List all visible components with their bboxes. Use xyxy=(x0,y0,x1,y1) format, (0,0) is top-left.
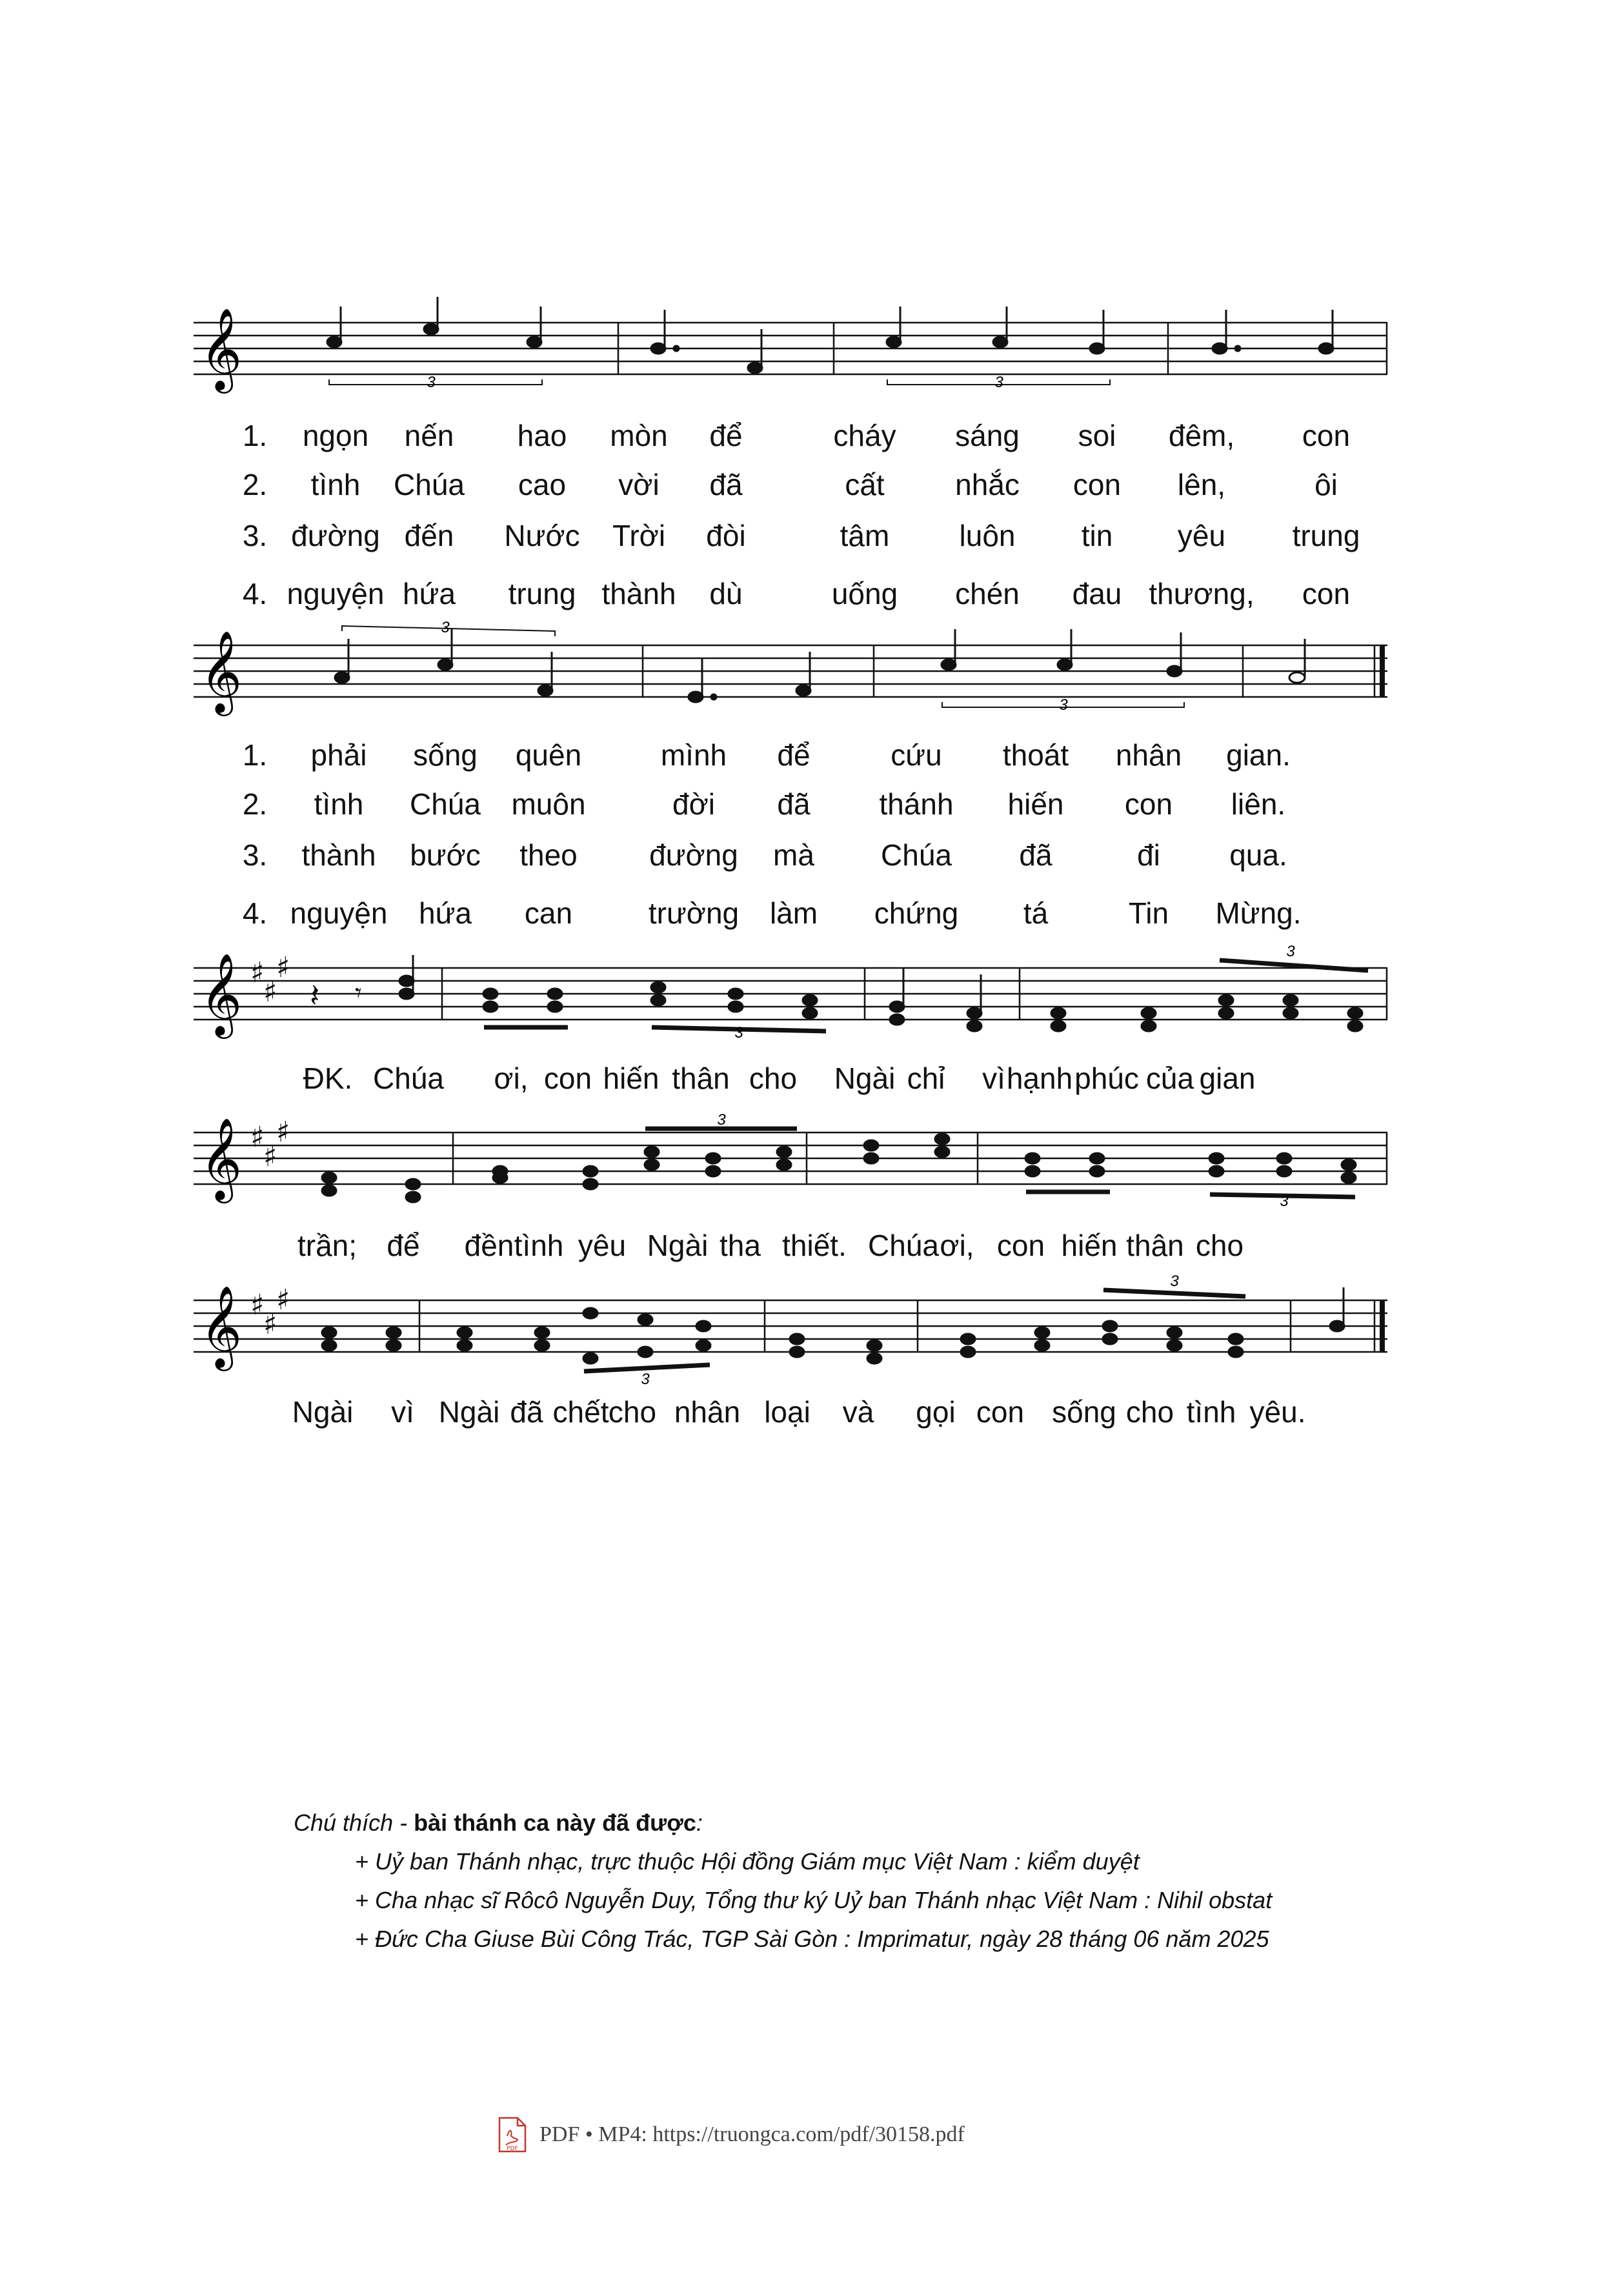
lyric-syllable: đường xyxy=(649,838,738,872)
svg-text:3: 3 xyxy=(717,1111,726,1129)
lyric-syllable: thánh xyxy=(879,787,954,821)
lyric-syllable: hiến xyxy=(603,1062,660,1095)
note-item: + Đức Cha Giuse Bùi Công Trác, TGP Sài Gòn : Imprimatur, ngày 28 tháng 06 năm 2025 xyxy=(355,1926,1269,1952)
lyric-syllable: sống xyxy=(413,738,478,772)
lyric-syllable: hứa xyxy=(403,577,456,610)
lyric-syllable: nhân xyxy=(674,1395,741,1429)
lyric-syllable: ngọn xyxy=(302,419,369,452)
lyric-syllable: Mừng. xyxy=(1215,896,1302,930)
staff-4-notation xyxy=(194,1107,1400,1210)
lyric-syllable: luôn xyxy=(959,519,1016,552)
lyric-syllable: thoát xyxy=(1002,738,1069,772)
lyric-syllable: chứng xyxy=(874,896,959,930)
svg-text:3: 3 xyxy=(1280,1193,1289,1210)
lyric-syllable: đòi xyxy=(706,519,746,552)
treble-clef-icon: 𝄞 xyxy=(200,1285,243,1367)
lyric-syllable: vời xyxy=(618,468,660,501)
staff-3 xyxy=(194,942,1400,1042)
lyric-syllable: cất xyxy=(845,468,885,501)
svg-text:3: 3 xyxy=(1286,943,1295,960)
lyric-syllable: đường xyxy=(291,519,380,552)
lyric-syllable: yêu xyxy=(578,1229,627,1262)
lyric-row-1-3 xyxy=(0,513,1601,558)
notes-heading-bold: bài thánh ca này đã được xyxy=(414,1809,696,1836)
lyric-syllable: đến xyxy=(404,519,454,552)
lyric-syllable: con xyxy=(976,1395,1025,1429)
lyric-syllable: 3. xyxy=(242,838,268,872)
lyric-syllable: thương, xyxy=(1149,577,1254,610)
lyric-syllable: loại xyxy=(764,1395,811,1429)
lyric-syllable: con xyxy=(1072,468,1122,501)
notes-heading-colon: : xyxy=(696,1809,703,1836)
lyric-syllable: cao xyxy=(518,468,567,501)
lyric-syllable: lên, xyxy=(1177,468,1226,501)
lyric-syllable: dù xyxy=(709,577,743,610)
lyric-row-2-2 xyxy=(0,781,1601,827)
lyric-syllable: 2. xyxy=(242,787,268,821)
notes-heading-label: Chú thích - xyxy=(294,1809,414,1836)
lyric-syllable: chỉ xyxy=(907,1062,945,1095)
lyric-syllable: đời xyxy=(672,787,715,821)
lyric-syllable: ôi xyxy=(1314,468,1338,501)
lyric-syllable: thành xyxy=(301,838,376,872)
lyric-syllable: hiến xyxy=(1061,1229,1118,1262)
footer-url-text[interactable]: PDF • MP4: https://truongca.com/pdf/30158.pdf xyxy=(539,2122,965,2146)
lyric-syllable: và xyxy=(842,1395,874,1429)
lyric-syllable: con xyxy=(1302,419,1351,452)
lyric-syllable: đền xyxy=(464,1229,514,1262)
lyric-row-1-4 xyxy=(0,571,1601,616)
lyric-syllable: cho xyxy=(1125,1395,1174,1429)
lyric-syllable: đi xyxy=(1137,838,1160,872)
lyric-syllable: đau xyxy=(1072,577,1122,610)
lyric-syllable: tin xyxy=(1081,519,1113,552)
lyric-syllable: Chúa xyxy=(394,468,465,501)
lyric-syllable: Trời xyxy=(612,519,666,552)
lyric-syllable: làm xyxy=(769,896,818,930)
treble-clef-icon: 𝄞 xyxy=(200,630,243,712)
lyric-syllable: vì xyxy=(982,1062,1005,1095)
key-signature-sharps-icon xyxy=(250,951,290,1009)
svg-text:♯: ♯ xyxy=(250,1289,265,1322)
lyric-syllable: tình xyxy=(310,468,361,501)
lyric-syllable: trường xyxy=(648,896,740,930)
lyric-syllable: quên xyxy=(515,738,582,772)
lyric-syllable: đã xyxy=(709,468,743,501)
lyric-row-2-1 xyxy=(0,732,1601,778)
staff-3-notation xyxy=(194,942,1400,1042)
lyric-syllable: Chúa xyxy=(373,1062,444,1095)
lyric-syllable: tâm xyxy=(840,519,890,552)
lyric-syllable: 4. xyxy=(242,577,268,610)
lyric-syllable: 2. xyxy=(242,468,268,501)
lyric-syllable: yêu xyxy=(1177,519,1226,552)
lyric-row-1-1 xyxy=(0,413,1601,458)
lyric-syllable: để xyxy=(777,738,811,772)
lyric-syllable: trần; xyxy=(297,1229,357,1262)
svg-text:3: 3 xyxy=(994,374,1003,391)
lyric-syllable: thân xyxy=(1126,1229,1184,1262)
svg-text:♯: ♯ xyxy=(276,1284,290,1316)
lyric-syllable: để xyxy=(387,1229,420,1262)
lyric-syllable: thiết. xyxy=(782,1229,847,1262)
notes-heading xyxy=(294,1804,1455,1842)
svg-text:𝄽: 𝄽 xyxy=(310,977,320,1014)
lyric-syllable: gian. xyxy=(1226,738,1291,772)
lyric-row-5 xyxy=(0,1389,1601,1435)
lyric-syllable: nguyện xyxy=(287,577,385,610)
lyric-syllable: yêu. xyxy=(1249,1395,1306,1429)
lyric-syllable: sống xyxy=(1052,1395,1116,1429)
treble-clef-icon: 𝄞 xyxy=(200,307,243,390)
lyric-syllable: con xyxy=(1124,787,1173,821)
lyric-syllable: Tin xyxy=(1128,896,1169,930)
lyric-row-2-3 xyxy=(0,832,1601,878)
staff-1-notation xyxy=(194,297,1400,391)
staff-2-notation xyxy=(194,619,1400,714)
staff-5-notation xyxy=(194,1273,1400,1388)
lyric-syllable: đã xyxy=(1019,838,1052,872)
lyric-syllable: con xyxy=(543,1062,592,1095)
lyric-syllable: mòn xyxy=(610,419,668,452)
lyric-syllable: Ngài xyxy=(292,1395,354,1429)
lyric-syllable: đã xyxy=(777,787,811,821)
staff-2 xyxy=(194,619,1400,714)
staff-4 xyxy=(194,1107,1400,1210)
lyric-syllable: muôn xyxy=(511,787,586,821)
lyric-syllable: hao xyxy=(517,419,567,452)
lyric-syllable: soi xyxy=(1078,419,1116,452)
svg-text:3: 3 xyxy=(1059,696,1068,714)
lyric-syllable: gọi xyxy=(916,1395,956,1429)
lyric-syllable: hiến xyxy=(1007,787,1064,821)
lyric-syllable: phải xyxy=(310,738,367,772)
approval-notes xyxy=(294,1804,1455,1959)
lyric-syllable: hứa xyxy=(419,896,472,930)
treble-clef-icon: 𝄞 xyxy=(200,1117,243,1200)
lyric-syllable: theo xyxy=(519,838,578,872)
footer-link[interactable] xyxy=(497,2117,965,2153)
lyric-syllable: ĐK. xyxy=(303,1062,353,1095)
lyric-syllable: cho xyxy=(749,1062,798,1095)
svg-text:♯: ♯ xyxy=(263,1140,277,1173)
lyric-syllable: Ngài xyxy=(438,1395,500,1429)
lyric-syllable: nguyện xyxy=(290,896,388,930)
key-signature-sharps-icon xyxy=(250,1284,290,1341)
lyric-syllable: nhắc xyxy=(955,468,1020,501)
lyric-syllable: qua. xyxy=(1229,838,1287,872)
lyric-syllable: của xyxy=(1145,1062,1194,1095)
svg-text:♯: ♯ xyxy=(250,956,265,989)
lyric-syllable: tá xyxy=(1023,896,1049,930)
lyric-syllable: nhân xyxy=(1115,738,1182,772)
lyric-syllable: chết xyxy=(552,1395,609,1429)
lyric-syllable: mà xyxy=(773,838,814,872)
svg-text:𝄾: 𝄾 xyxy=(355,978,362,1008)
svg-text:3: 3 xyxy=(641,1371,650,1388)
svg-text:♯: ♯ xyxy=(276,951,290,984)
lyric-syllable: con xyxy=(1302,577,1351,610)
lyric-row-2-4 xyxy=(0,891,1601,936)
lyric-syllable: hạnh xyxy=(1006,1062,1073,1095)
lyric-syllable: 1. xyxy=(242,419,268,452)
lyric-syllable: tha xyxy=(720,1229,761,1262)
staff-5 xyxy=(194,1273,1400,1388)
note-item: + Cha nhạc sĩ Rôcô Nguyễn Duy, Tổng thư ký Uỷ ban Thánh nhạc Việt Nam : Nihil obstat xyxy=(355,1887,1273,1913)
lyric-syllable: cho xyxy=(1195,1229,1244,1262)
lyric-syllable: thành xyxy=(601,577,676,610)
key-signature-sharps-icon xyxy=(250,1116,290,1173)
lyric-syllable: đã xyxy=(510,1395,543,1429)
staff-1 xyxy=(194,297,1400,391)
lyric-syllable: bước xyxy=(410,838,481,872)
svg-text:3: 3 xyxy=(441,619,450,636)
lyric-syllable: vì xyxy=(391,1395,414,1429)
pdf-file-icon xyxy=(497,2117,528,2153)
lyric-syllable: thân xyxy=(672,1062,730,1095)
lyric-syllable: ơi, xyxy=(940,1229,974,1262)
svg-text:PDF: PDF xyxy=(507,2146,518,2152)
lyric-syllable: phúc xyxy=(1074,1062,1139,1095)
lyric-syllable: đêm, xyxy=(1168,419,1235,452)
svg-text:♯: ♯ xyxy=(263,1308,277,1341)
lyric-syllable: 4. xyxy=(242,896,268,930)
lyric-syllable: 3. xyxy=(242,519,268,552)
lyric-syllable: liên. xyxy=(1231,787,1286,821)
lyric-row-1-2 xyxy=(0,462,1601,507)
lyric-syllable: mình xyxy=(660,738,727,772)
lyric-syllable: tình xyxy=(314,787,364,821)
lyric-syllable: tình xyxy=(1186,1395,1236,1429)
lyric-row-3 xyxy=(0,1056,1601,1101)
lyric-syllable: trung xyxy=(1292,519,1360,552)
svg-text:♯: ♯ xyxy=(250,1121,265,1154)
svg-text:3: 3 xyxy=(734,1024,743,1042)
lyric-syllable: ơi, xyxy=(494,1062,529,1095)
lyric-syllable: gian xyxy=(1199,1062,1256,1095)
lyric-syllable: trung xyxy=(508,577,576,610)
lyric-syllable: can xyxy=(524,896,573,930)
treble-clef-icon: 𝄞 xyxy=(200,952,243,1035)
lyric-syllable: để xyxy=(709,419,743,452)
lyric-syllable: tình xyxy=(514,1229,564,1262)
lyric-syllable: Chúa xyxy=(881,838,952,872)
note-item: + Uỷ ban Thánh nhạc, trực thuộc Hội đồng Giám mục Việt Nam : kiểm duyệt xyxy=(355,1848,1140,1875)
svg-text:♯: ♯ xyxy=(263,976,277,1009)
svg-text:3: 3 xyxy=(427,374,436,391)
lyric-syllable: 1. xyxy=(242,738,268,772)
lyric-syllable: Ngài xyxy=(647,1229,709,1262)
lyric-syllable: chén xyxy=(955,577,1020,610)
lyric-syllable: Ngài xyxy=(834,1062,896,1095)
lyric-syllable: con xyxy=(996,1229,1045,1262)
lyric-syllable: cháy xyxy=(833,419,896,452)
lyric-syllable: cho xyxy=(608,1395,657,1429)
lyric-syllable: Chúa xyxy=(410,787,481,821)
lyric-syllable: Chúa xyxy=(868,1229,939,1262)
svg-text:♯: ♯ xyxy=(276,1116,290,1149)
lyric-syllable: Nước xyxy=(504,519,580,552)
svg-text:3: 3 xyxy=(1170,1273,1179,1290)
lyric-syllable: sáng xyxy=(955,419,1020,452)
lyric-syllable: uống xyxy=(831,577,898,610)
lyric-row-4 xyxy=(0,1223,1601,1268)
lyric-syllable: nến xyxy=(404,419,454,452)
lyric-syllable: cứu xyxy=(891,738,942,772)
